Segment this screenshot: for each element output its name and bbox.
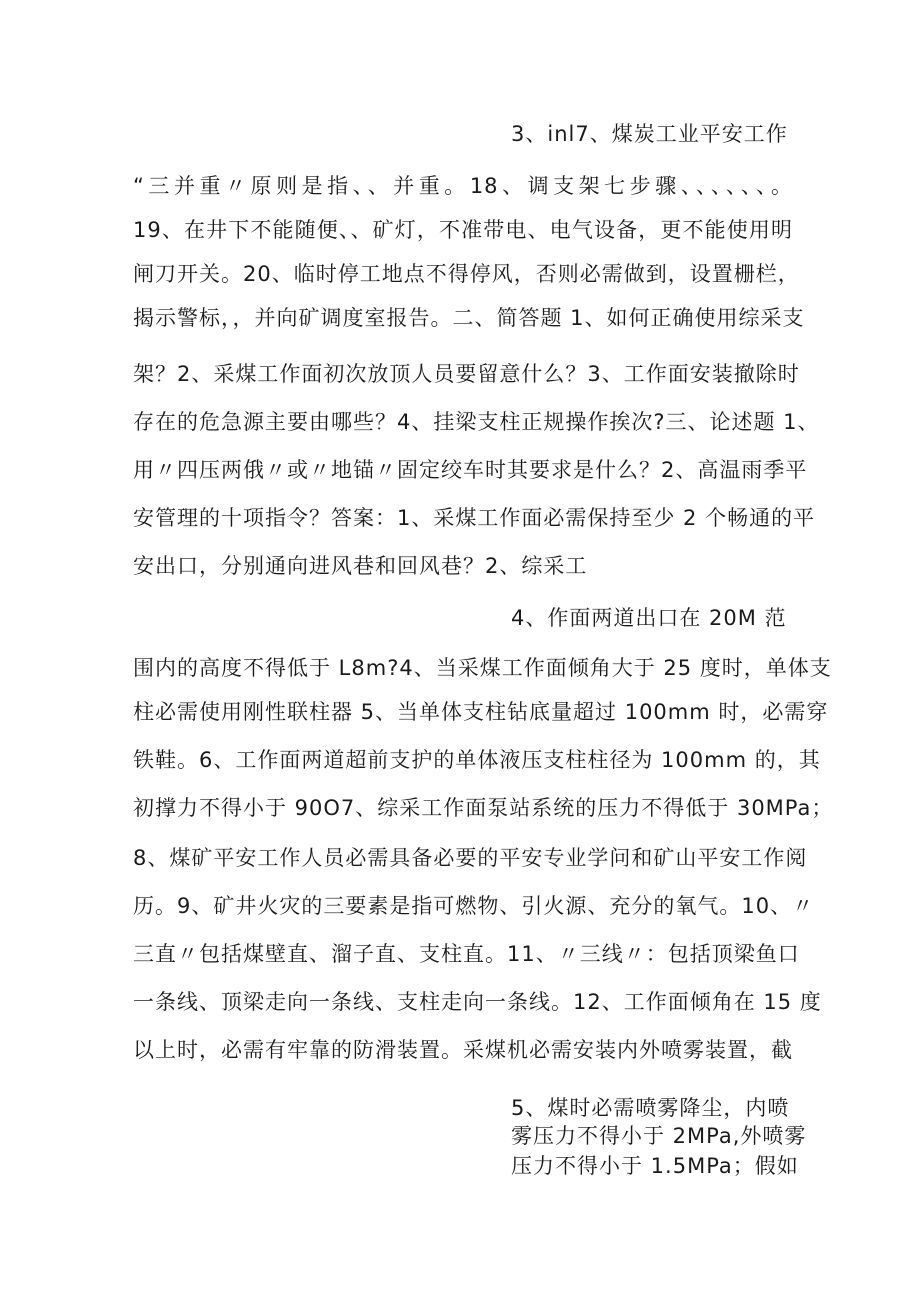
section-3-line: 5、煤时必需喷雾降尘，内喷 <box>511 1096 790 1120</box>
text-line: 围内的高度不得低于 L8m?4、当采煤工作面倾角大于 25 度时，单体支 <box>133 656 832 680</box>
text-line: 用〃四压两俄〃或〃地锚〃固定绞车时其要求是什么？2、高温雨季平 <box>133 458 808 482</box>
text-line: 历。9、矿井火灾的三要素是指可燃物、引火源、充分的氧气。10、〃 <box>133 894 815 918</box>
text-line: 初撑力不得小于 90O7、综采工作面泵站系统的压力不得低于 30MPa； <box>133 796 834 820</box>
text-line: 架？2、采煤工作面初次放顶人员要留意什么？3、工作面安装撤除时 <box>133 362 800 386</box>
text-line: “三并重〃原则是指、、并重。18、调支架七步骤、、、、、、。 <box>133 174 793 198</box>
text-line: 以上时，必需有牢靠的防滑装置。采煤机必需安装内外喷雾装置，截 <box>133 1038 793 1062</box>
text-line: 8、煤矿平安工作人员必需具备必要的平安专业学问和矿山平安工作阅 <box>133 846 808 870</box>
text-line: 存在的危急源主要由哪些？4、挂梁支柱正规操作挨次?三、论述题 1、 <box>133 410 820 434</box>
text-line: 安管理的十项指令？答案：1、采煤工作面必需保持至少 2 个畅通的平 <box>133 506 816 530</box>
section-3-line: 压力不得小于 1.5MPa；假如 <box>511 1154 799 1178</box>
text-line: 柱必需使用刚性联柱器 5、当单体支柱钻底量超过 100mm 时，必需穿 <box>133 700 829 724</box>
text-line: 闸刀开关。20、临时停工地点不得停风，否则必需做到，设置栅栏， <box>133 262 800 286</box>
text-line: 安出口，分别通向进风巷和回风巷？2、综采工 <box>133 554 588 578</box>
text-line: 一条线、顶梁走向一条线、支柱走向一条线。12、工作面倾角在 15 度 <box>133 990 822 1014</box>
section-2-heading: 4、作面两道出口在 20M 范 <box>511 606 787 630</box>
text-line: 三直〃包括煤壁直、溜子直、支柱直。11、〃三线〃：包括顶梁鱼口 <box>133 942 800 966</box>
text-line: 铁鞋。6、工作面两道超前支护的单体液压支柱柱径为 100mm 的，其 <box>133 748 821 772</box>
section-1-heading: 3、inl7、煤炭工业平安工作 <box>511 122 788 146</box>
text-line: 19、在井下不能随便、、矿灯，不准带电、电气设备，更不能使用明 <box>133 218 793 242</box>
section-3-line: 雾压力不得小于 2MPa,外喷雾 <box>511 1124 807 1148</box>
text-line: 揭示警标，，并向矿调度室报告。二、简答题 1、如何正确使用综采支 <box>133 306 805 330</box>
